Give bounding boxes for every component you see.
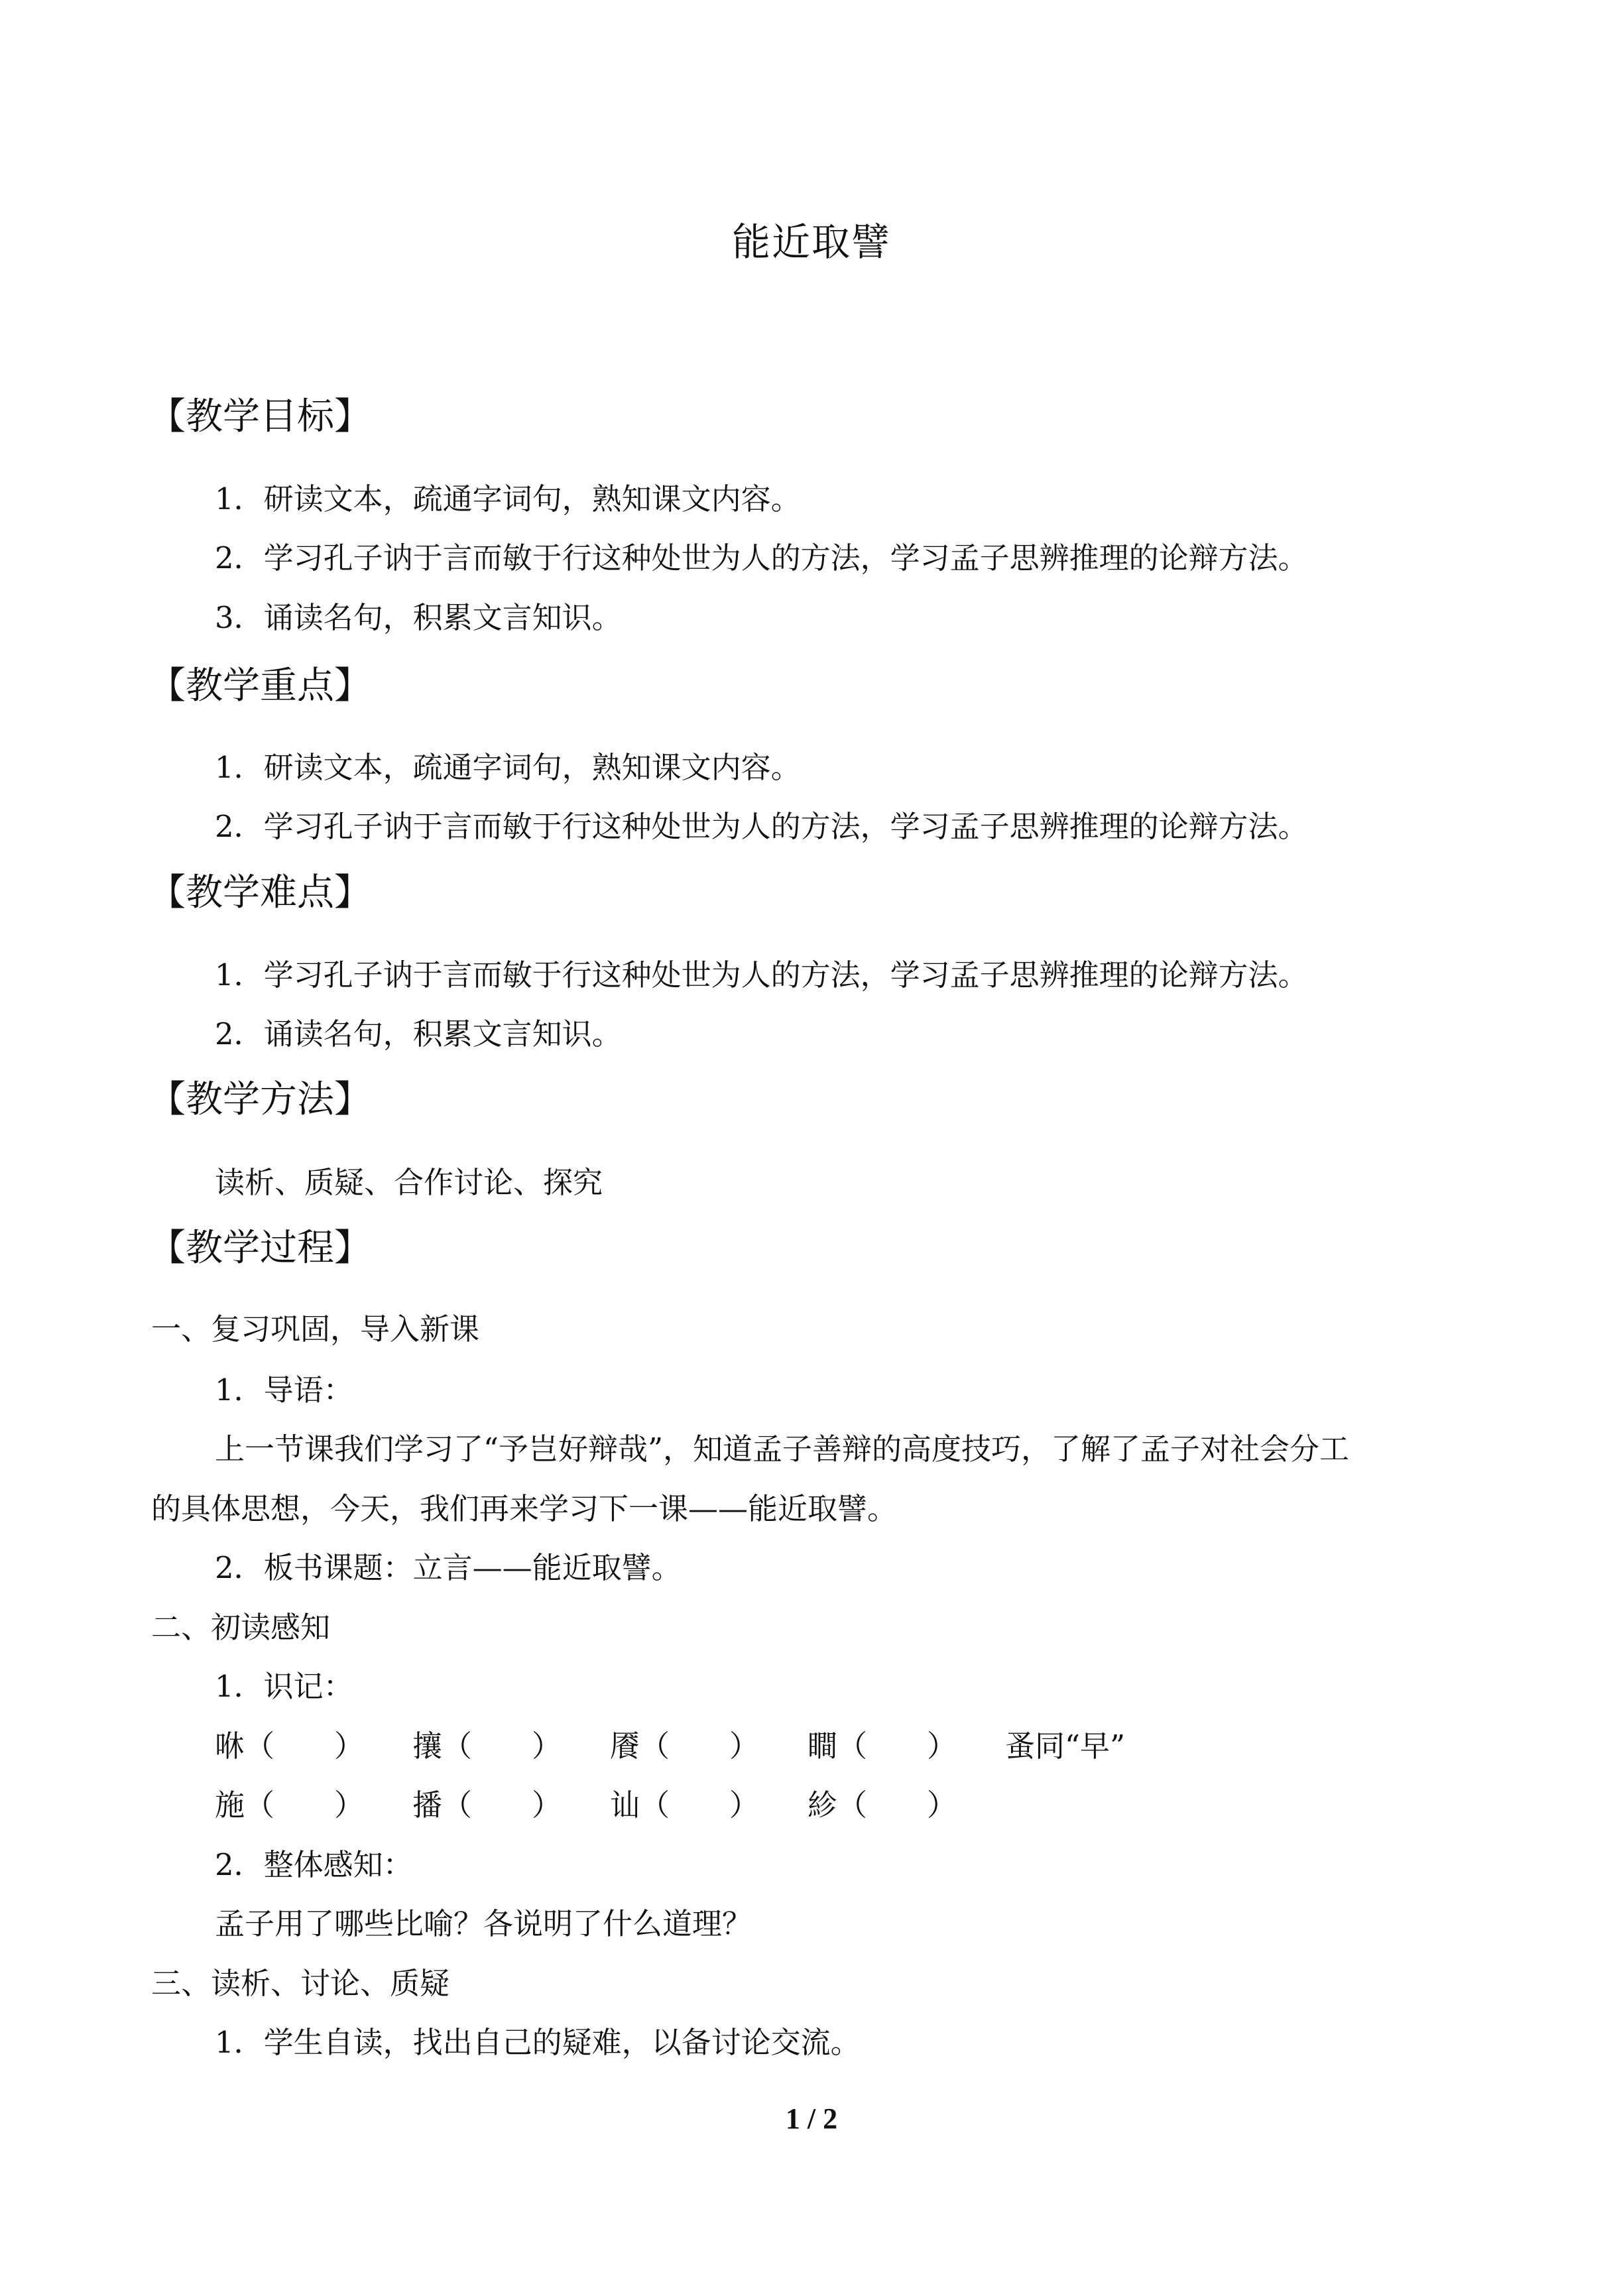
goal-item-1: 1．研读文本，疏通字词句，熟知课文内容。 bbox=[215, 481, 801, 516]
goal-item-3: 3．诵读名句，积累文言知识。 bbox=[215, 600, 622, 635]
process-part1-item2: 2．板书课题：立言——能近取譬。 bbox=[215, 1550, 682, 1585]
vocab-item: 讪（ ） bbox=[610, 1787, 760, 1823]
document-title: 能近取譬 bbox=[731, 219, 891, 265]
difficulty-item-1: 1．学习孔子讷于言而敏于行这种处世为人的方法，学习孟子思辨推理的论辩方法。 bbox=[215, 957, 1308, 993]
vocab-item: 播（ ） bbox=[412, 1787, 562, 1823]
vocab-item: 攘（ ） bbox=[412, 1728, 562, 1764]
page-number: 1 / 2 bbox=[785, 2102, 838, 2135]
section-heading-keypoints: 【教学重点】 bbox=[149, 664, 371, 707]
process-part2-title: 二、初读感知 bbox=[151, 1610, 331, 1645]
section-heading-process: 【教学过程】 bbox=[149, 1227, 371, 1270]
vocab-item: 餍（ ） bbox=[610, 1728, 760, 1764]
vocab-item: 施（ ） bbox=[215, 1787, 365, 1823]
keypoint-item-2: 2．学习孔子讷于言而敏于行这种处世为人的方法，学习孟子思辨推理的论辩方法。 bbox=[215, 809, 1308, 844]
difficulty-item-2: 2．诵读名句，积累文言知识。 bbox=[215, 1016, 622, 1052]
section-heading-methods: 【教学方法】 bbox=[149, 1078, 371, 1121]
vocab-item: 紾（ ） bbox=[808, 1787, 957, 1823]
section-heading-goals: 【教学目标】 bbox=[149, 395, 371, 438]
process-part1-paragraph-line1: 上一节课我们学习了“予岂好辩哉”，知道孟子善辩的高度技巧，了解了孟子对社会分工 bbox=[215, 1431, 1350, 1467]
keypoint-item-1: 1．研读文本，疏通字词句，熟知课文内容。 bbox=[215, 750, 801, 785]
vocab-item: 蚤同“早” bbox=[1005, 1728, 1126, 1764]
process-part3-title: 三、读析、讨论、质疑 bbox=[151, 1966, 450, 2001]
process-part1-paragraph-line2: 的具体思想，今天，我们再来学习下一课——能近取譬。 bbox=[151, 1491, 898, 1526]
vocab-item: 瞷（ ） bbox=[808, 1728, 957, 1764]
process-part2-item1: 1．识记： bbox=[215, 1669, 353, 1704]
process-part1-item1: 1．导语： bbox=[215, 1372, 353, 1408]
vocab-item: 咻（ ） bbox=[215, 1728, 365, 1764]
process-part1-title: 一、复习巩固，导入新课 bbox=[151, 1311, 480, 1347]
process-part2-item2: 2．整体感知： bbox=[215, 1847, 413, 1882]
methods-text: 读析、质疑、合作讨论、探究 bbox=[215, 1165, 603, 1200]
process-part2-question: 孟子用了哪些比喻？各说明了什么道理？ bbox=[215, 1906, 752, 1941]
section-heading-difficulties: 【教学难点】 bbox=[149, 871, 371, 914]
process-part3-item1: 1．学生自读，找出自己的疑难，以备讨论交流。 bbox=[215, 2025, 861, 2060]
goal-item-2: 2．学习孔子讷于言而敏于行这种处世为人的方法，学习孟子思辨推理的论辩方法。 bbox=[215, 540, 1308, 575]
